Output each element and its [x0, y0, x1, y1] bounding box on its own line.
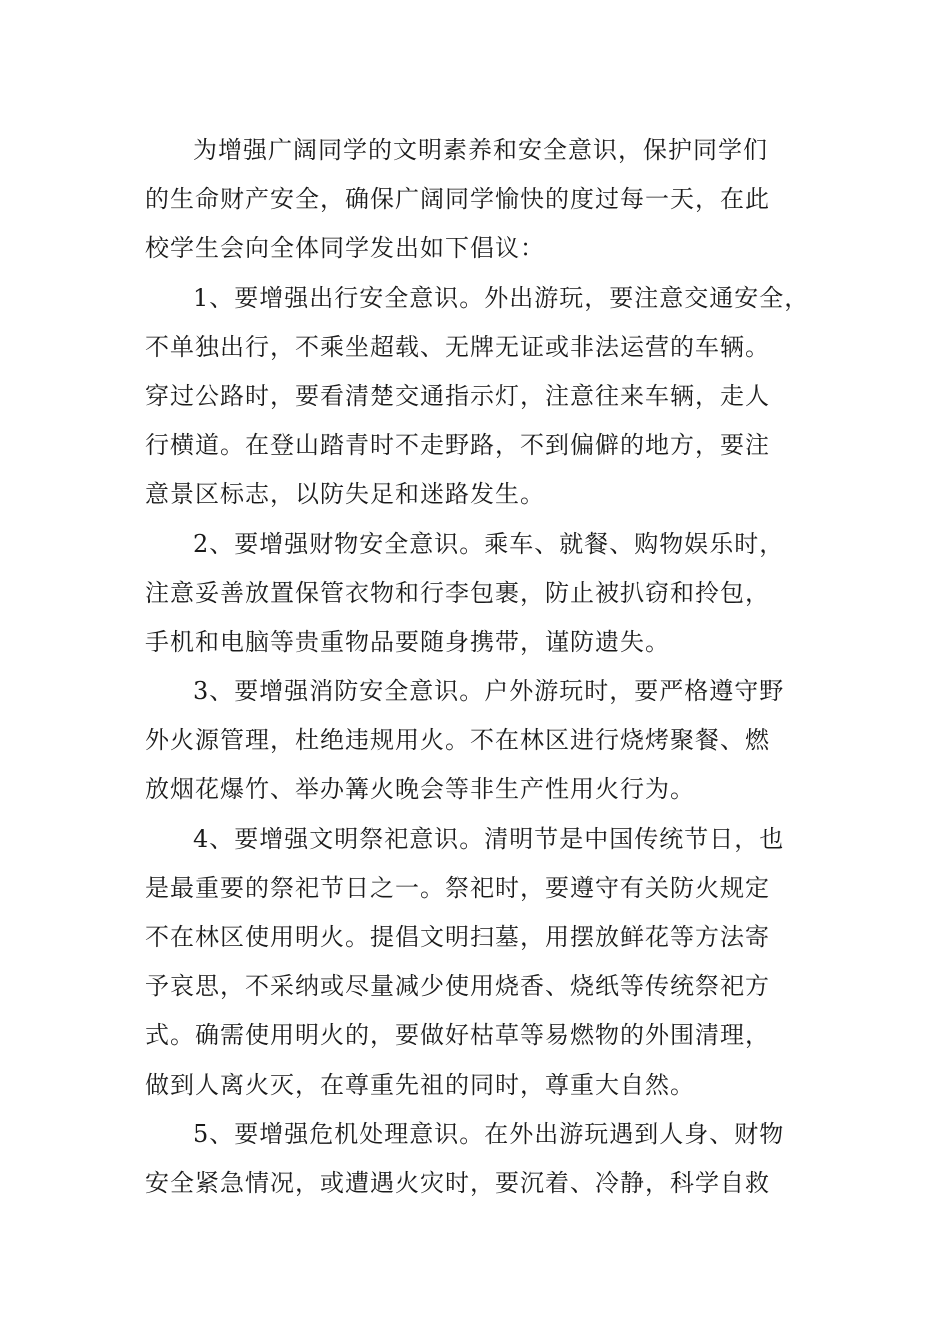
text-line: 3、要增强消防安全意识。户外游玩时，要严格遵守野 — [193, 677, 785, 706]
text-line: 予哀思，不采纳或尽量减少使用烧香、烧纸等传统祭祀方 — [145, 972, 770, 1001]
text-line: 4、要增强文明祭祀意识。清明节是中国传统节日，也 — [193, 824, 785, 853]
text-line: 意景区标志，以防失足和迷路发生。 — [145, 480, 545, 509]
text-line: 行横道。在登山踏青时不走野路，不到偏僻的地方，要注 — [145, 431, 770, 460]
text-line: 1、要增强出行安全意识。外出游玩，要注意交通安全， — [193, 283, 810, 312]
text-line: 穿过公路时，要看清楚交通指示灯，注意往来车辆，走人 — [145, 381, 770, 410]
text-line: 式。确需使用明火的，要做好枯草等易燃物的外围清理， — [145, 1021, 770, 1050]
document-body — [145, 126, 825, 1208]
text-line: 为增强广阔同学的文明素养和安全意识，保护同学们 — [193, 136, 768, 164]
text-line: 校学生会向全体同学发出如下倡议： — [145, 234, 545, 263]
text-line: 不单独出行，不乘坐超载、无牌无证或非法运营的车辆。 — [145, 332, 770, 361]
text-line: 不在林区使用明火。提倡文明扫墓，用摆放鲜花等方法寄 — [145, 923, 770, 951]
text-line: 手机和电脑等贵重物品要随身携带，谨防遗失。 — [145, 627, 670, 656]
text-line: 做到人离火灭，在尊重先祖的同时，尊重大自然。 — [145, 1070, 695, 1099]
text-line: 是最重要的祭祀节日之一。祭祀时，要遵守有关防火规定 — [145, 873, 770, 902]
text-line: 安全紧急情况，或遭遇火灾时，要沉着、冷静，科学自救 — [145, 1168, 770, 1197]
text-line: 放烟花爆竹、举办篝火晚会等非生产性用火行为。 — [145, 775, 695, 804]
text-line: 2、要增强财物安全意识。乘车、就餐、购物娱乐时， — [193, 529, 785, 558]
text-line: 注意妥善放置保管衣物和行李包裹，防止被扒窃和拎包， — [145, 578, 770, 607]
text-line: 外火源管理，杜绝违规用火。不在林区进行烧烤聚餐、燃 — [145, 726, 770, 755]
text-line: 5、要增强危机处理意识。在外出游玩遇到人身、财物 — [193, 1119, 785, 1148]
text-line: 的生命财产安全，确保广阔同学愉快的度过每一天，在此 — [145, 185, 770, 214]
